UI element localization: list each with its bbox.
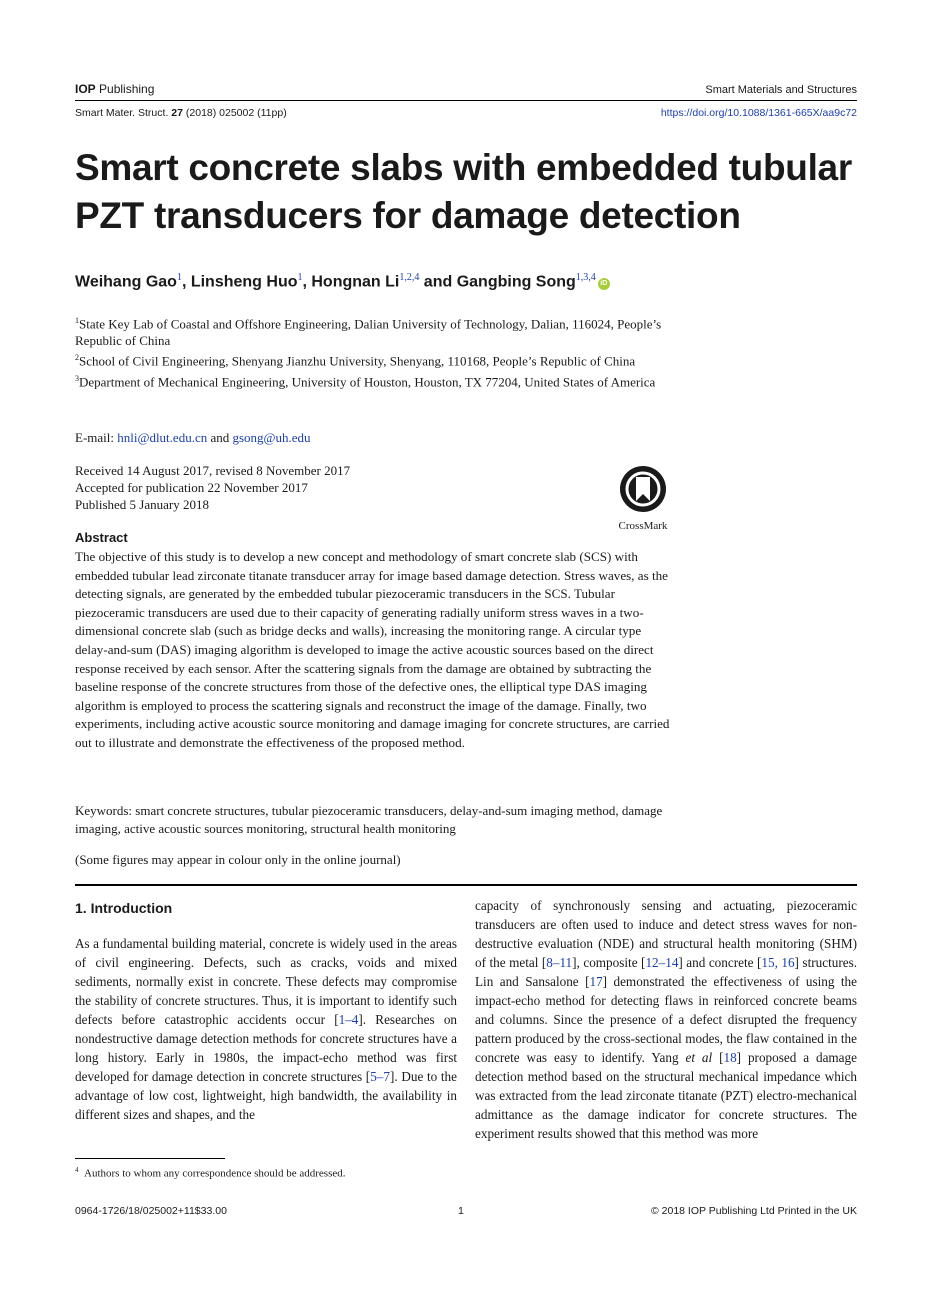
- affiliation-text: State Key Lab of Coastal and Offshore Engineering, Dalian University of Technology, Dalian, 116024, People’s Republic of China: [75, 316, 662, 349]
- author-name[interactable]: Weihang Gao: [75, 273, 177, 291]
- affiliations: [75, 312, 675, 390]
- footnote-text: Authors to whom any correspondence should be addressed.: [84, 1167, 346, 1180]
- author-name[interactable]: Linsheng Huo: [190, 273, 298, 291]
- affiliation: [75, 349, 675, 369]
- email-link-gsong[interactable]: gsong@uh.edu: [232, 430, 311, 445]
- author-affil-ref[interactable]: 1,3,4: [575, 272, 596, 283]
- body-column-right: [475, 898, 857, 1143]
- citation-link[interactable]: 8–11: [546, 955, 573, 970]
- crossmark-badge[interactable]: [612, 464, 674, 532]
- page-number: 1: [458, 1205, 464, 1217]
- paragraph-text: ]. Due to the advantage of low cost, lightweight, high bandwidth, the availability in different sizes and shapes, and the: [75, 1069, 458, 1122]
- affiliation-text: School of Civil Engineering, Shenyang Jianzhu University, Shenyang, 110168, People’s Republic of China: [79, 353, 636, 369]
- section-heading-introduction: 1. Introduction: [75, 900, 173, 916]
- paragraph-text: ] structures. Lin and Sansalone [: [475, 955, 857, 989]
- author-name[interactable]: Gangbing Song: [456, 273, 576, 291]
- crossmark-icon: [618, 464, 668, 514]
- citation-journal: Smart Mater. Struct.: [75, 107, 169, 119]
- citation: [75, 107, 287, 119]
- affiliation-number: 2: [75, 353, 79, 363]
- footer-issn: 0964-1726/18/025002+11$33.00: [75, 1205, 227, 1217]
- body-column-left: [75, 898, 457, 1124]
- intro-paragraph: [75, 934, 457, 1124]
- paragraph-text: ] and concrete [: [678, 955, 762, 970]
- author-separator: ,: [181, 273, 191, 291]
- accepted-date: Accepted for publication 22 November 2017: [75, 480, 308, 495]
- affiliation-number: 1: [75, 316, 79, 325]
- abstract-text: The objective of this study is to develop a new concept and methodology of smart concrete slab (SCS) with embedded tubular lead zirconate titanate transducer array for image based damage detection. Stress waves, as the detecting signals, are generated by the embedded tubular piezoceramic transducers in the SCS. Tubular piezoceramic transducers are used due to their capacity of generating radially uniform stress waves in a two-dimensional concrete slab (such as bridge decks and walls), increasing the monitoring range. A circular type delay-and-sum (DAS) imaging algorithm is developed to image the active acoustic sources based on the direct response received by each sensor. After the scattering signals from the damage are obtained by subtracting the baseline response of the concrete structures from those of the defective ones, the elliptical type DAS imaging algorithm is employed to process the scattering signals and reconstruct the image of the damage. Finally, two experiments, including active acoustic source monitoring and damage imaging for concrete structures, are carried out to illustrate and demonstrate the effectiveness of the proposed method.: [75, 549, 670, 750]
- citation-link[interactable]: 15, 16: [761, 955, 795, 970]
- received-date: Received 14 August 2017, revised 8 November 2017: [75, 463, 351, 478]
- footer-copyright: © 2018 IOP Publishing Ltd Printed in the UK: [650, 1205, 857, 1217]
- publisher-logo: [75, 82, 154, 96]
- affiliation-number: 3: [75, 373, 79, 383]
- author-separator: and: [419, 273, 457, 291]
- paragraph-text: ]. Researches on nondestructive damage detection methods for concrete structures have a long history. Early in 1980s, the impact-echo method was first developed for damage detection in concrete structures [: [75, 1012, 458, 1084]
- footnote-rule: [75, 1158, 225, 1159]
- citation-volume: 27: [171, 107, 183, 119]
- email-line: [75, 430, 311, 446]
- email-joiner: and: [210, 430, 230, 445]
- email-label: E-mail:: [75, 430, 114, 445]
- affiliation: [75, 312, 675, 349]
- author-list: [75, 272, 610, 291]
- orcid-icon[interactable]: iD: [598, 278, 610, 290]
- paragraph-text: ], composite [: [572, 955, 646, 970]
- citation-link[interactable]: 1–4: [338, 1012, 359, 1027]
- publisher-logo-text: Publishing: [99, 82, 155, 96]
- author-separator: ,: [302, 273, 312, 291]
- citation-link[interactable]: 12–14: [645, 955, 679, 970]
- paragraph-text: capacity of synchronously sensing and actuating, piezoceramic transducers are often used to induce and detect stress waves for non-destructive evaluation (NDE) and structural health monitoring (SHM) of the metal [: [475, 898, 857, 970]
- journal-name: Smart Materials and Structures: [705, 84, 857, 96]
- author-affil-ref[interactable]: 1: [297, 272, 303, 283]
- paragraph-text: [: [712, 1050, 724, 1065]
- footnote-number: 4: [75, 1166, 79, 1174]
- paragraph-italic: et al: [685, 1050, 713, 1065]
- citation-link[interactable]: 5–7: [370, 1069, 390, 1084]
- crossmark-label: CrossMark: [618, 520, 668, 532]
- paragraph-text: As a fundamental building material, concrete is widely used in the areas of civil engineering. Defects, such as cracks, voids and mixed sediments, normally exist in concrete. These defects may compromise the stability of concrete structures. Thus, it is important to identify such defects before catastrophic accidents occur [: [75, 936, 457, 1027]
- keywords: Keywords: smart concrete structures, tubular piezoceramic transducers, delay-and-sum imaging method, damage imaging, active acoustic sources monitoring, structural health monitoring: [75, 803, 663, 836]
- header-rule: [75, 100, 857, 101]
- author-affil-ref[interactable]: 1: [176, 272, 182, 283]
- author-name[interactable]: Hongnan Li: [311, 273, 400, 291]
- section-rule: [75, 884, 857, 886]
- citation-link[interactable]: 17: [589, 974, 603, 989]
- abstract-heading: Abstract: [75, 530, 128, 545]
- intro-paragraph-continued: [475, 896, 857, 1143]
- doi-link[interactable]: https://doi.org/10.1088/1361-665X/aa9c72: [660, 107, 857, 119]
- publisher-logo-bold: IOP: [75, 82, 96, 96]
- paragraph-text: ] proposed a damage detection method based on the structural mechanical impedance which was extracted from the lead zirconate titanate (PZT) electro-mechanical admittance as the damage indicator for concrete structures. The experiment results showed that this method was more: [475, 1050, 857, 1141]
- article-title: Smart concrete slabs with embedded tubular PZT transducers for damage detection: [75, 147, 852, 236]
- article-dates: [75, 462, 350, 513]
- email-link-hnli[interactable]: hnli@dlut.edu.cn: [117, 430, 208, 445]
- affiliation: [75, 370, 675, 390]
- affiliation-text: Department of Mechanical Engineering, University of Houston, Houston, TX 77204, United States of America: [79, 373, 656, 389]
- citation-details: (2018) 025002 (11pp): [185, 107, 287, 119]
- author-affil-ref[interactable]: 1,2,4: [399, 272, 420, 283]
- citation-link[interactable]: 18: [723, 1050, 737, 1065]
- paragraph-text: ] demonstrated the effectiveness of using the impact-echo method for detecting flaws in reinforced concrete beams and columns. Since the presence of a defect disrupted the frequency pattern produced by the cross-sectional modes, the flaw contained in the concrete was easy to identify. Yang: [475, 974, 858, 1065]
- colour-note: (Some figures may appear in colour only in the online journal): [75, 852, 401, 867]
- published-date: Published 5 January 2018: [75, 497, 209, 512]
- footnote: [75, 1166, 346, 1180]
